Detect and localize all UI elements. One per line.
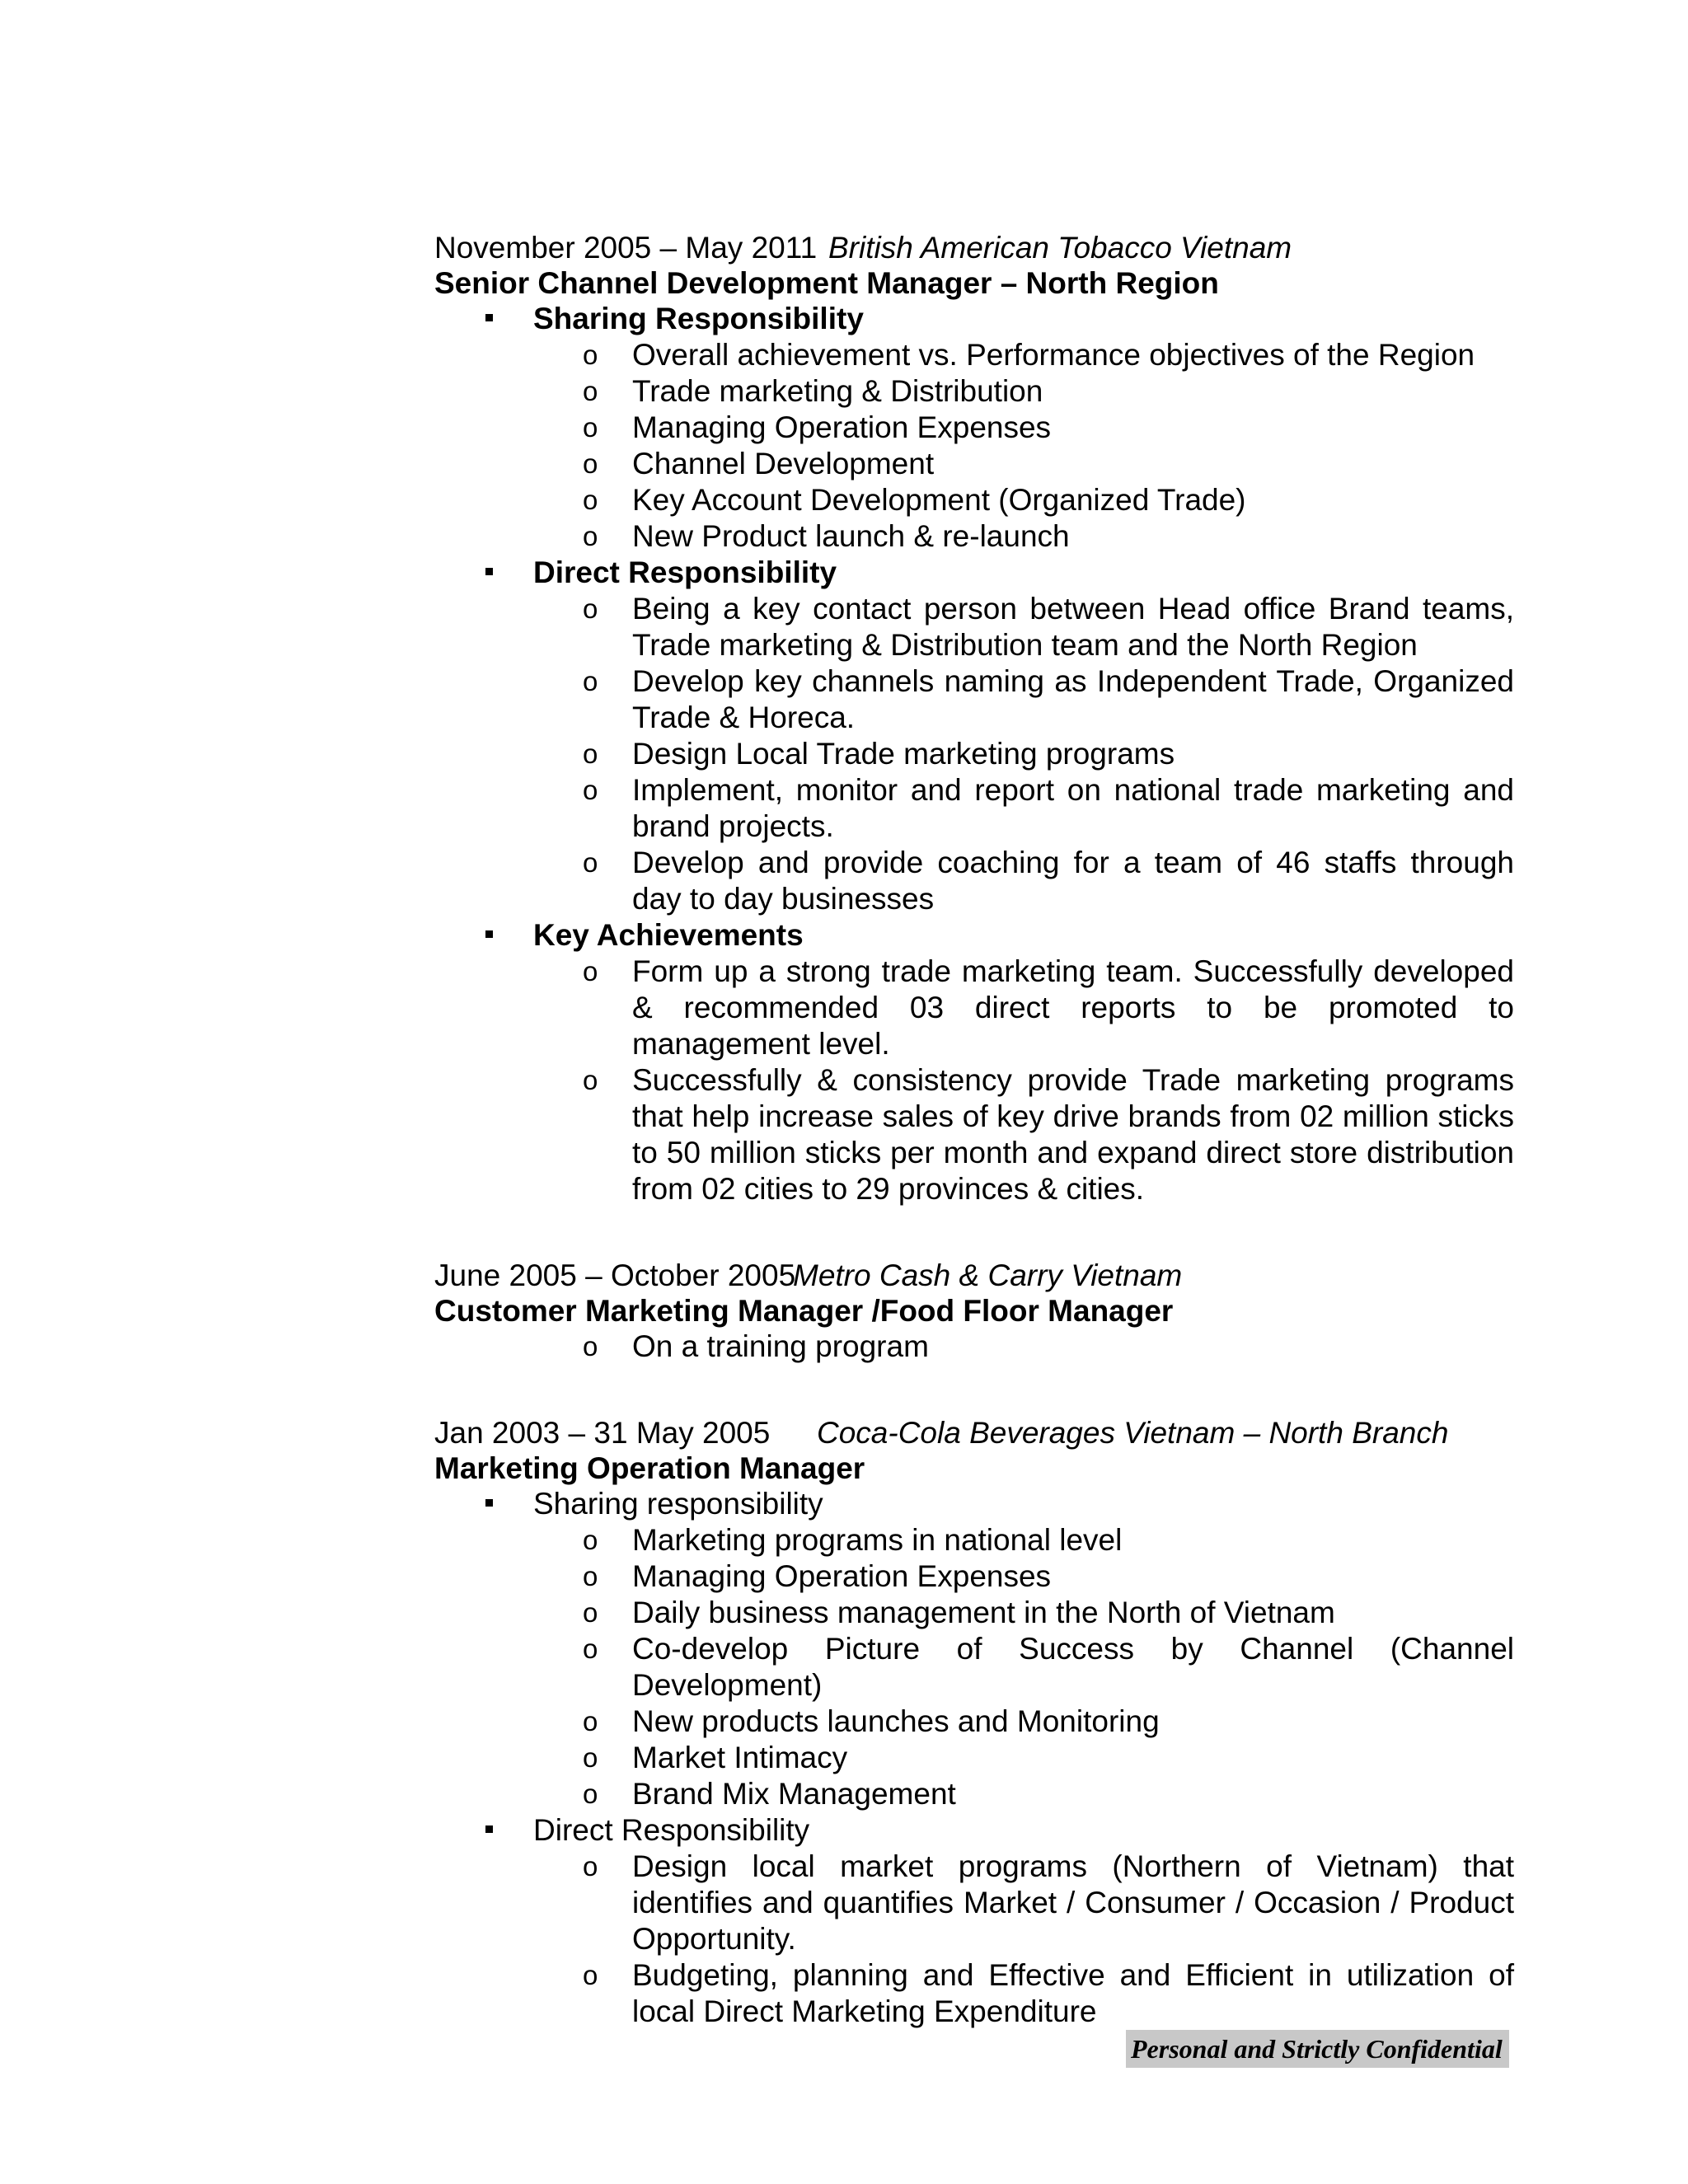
list-item	[533, 410, 1514, 446]
circle-bullet-icon: o	[583, 412, 598, 443]
circle-bullet-icon: o	[583, 376, 598, 406]
circle-bullet-icon: o	[583, 1331, 598, 1361]
list-item	[533, 446, 1514, 482]
bullet-list	[533, 1849, 1514, 2030]
job-company: Coca-Cola Beverages Vietnam – North Branch	[817, 1416, 1449, 1450]
list-item	[533, 1849, 1514, 1957]
job-header	[434, 231, 1514, 265]
square-bullet-icon	[485, 314, 493, 321]
list-item-text: Brand Mix Management	[632, 1777, 956, 1811]
list-item-text: Trade marketing & Distribution	[632, 374, 1043, 408]
confidential-footer: Personal and Strictly Confidential	[1126, 2030, 1509, 2068]
circle-bullet-icon: o	[583, 1561, 598, 1591]
list-item	[533, 954, 1514, 1062]
job-entry	[434, 1258, 1514, 1365]
job-title: Senior Channel Development Manager – North Region	[434, 266, 1219, 300]
job-period: June 2005 – October 2005	[434, 1258, 796, 1292]
list-item	[533, 518, 1514, 555]
responsibility-section	[434, 555, 1514, 917]
list-item	[533, 337, 1514, 373]
list-item-text: Co-develop Picture of Success by Channel (Channel Development)	[632, 1632, 1514, 1702]
list-item	[533, 1558, 1514, 1595]
list-item	[533, 591, 1514, 663]
circle-bullet-icon: o	[583, 1706, 598, 1736]
circle-bullet-icon: o	[583, 1633, 598, 1664]
job-period: Jan 2003 – 31 May 2005	[434, 1416, 771, 1450]
responsibility-section	[434, 1329, 1514, 1365]
section-list	[434, 1486, 1514, 2030]
bullet-list	[533, 337, 1514, 555]
circle-bullet-icon: o	[583, 1065, 598, 1095]
job-header	[434, 1258, 1514, 1293]
list-item	[533, 1595, 1514, 1631]
square-bullet-icon	[485, 930, 493, 938]
list-item-text: New products launches and Monitoring	[632, 1704, 1160, 1738]
responsibility-section	[434, 1812, 1514, 2030]
circle-bullet-icon: o	[583, 1742, 598, 1773]
bullet-list	[533, 591, 1514, 917]
section-heading: Direct Responsibility	[533, 1813, 810, 1847]
list-item-text: Daily business management in the North of Vietnam	[632, 1596, 1335, 1629]
list-item-text: Channel Development	[632, 447, 935, 480]
circle-bullet-icon: o	[583, 1851, 598, 1882]
section-heading: Sharing responsibility	[533, 1487, 823, 1521]
circle-bullet-icon: o	[583, 956, 598, 987]
list-item	[533, 1062, 1514, 1207]
list-item-text: Marketing programs in national level	[632, 1523, 1123, 1557]
job-entry	[434, 1416, 1514, 2030]
circle-bullet-icon: o	[583, 1960, 598, 1990]
list-item	[533, 1522, 1514, 1558]
job-company: British American Tobacco Vietnam	[828, 231, 1292, 265]
list-item	[533, 373, 1514, 410]
list-item	[533, 1776, 1514, 1812]
section-heading: Key Achievements	[533, 918, 804, 952]
list-item-text: Successfully & consistency provide Trade marketing programs that help increase sales of key drive brands from 02 million sticks to 50 million sticks per month and expand direct store distribution from 02 cities to 29 provinces & cities.	[632, 1063, 1514, 1206]
list-item-text: Managing Operation Expenses	[632, 1559, 1052, 1593]
square-bullet-icon	[485, 1499, 493, 1507]
job-title: Marketing Operation Manager	[434, 1451, 865, 1485]
list-item-text: Budgeting, planning and Effective and Efficient in utilization of local Direct Marketing Expenditure	[632, 1958, 1514, 2028]
list-item	[533, 1329, 1514, 1365]
list-item	[533, 482, 1514, 518]
circle-bullet-icon: o	[583, 593, 598, 624]
list-item	[533, 1704, 1514, 1740]
bullet-list	[533, 1329, 1514, 1365]
circle-bullet-icon: o	[583, 738, 598, 769]
responsibility-section	[434, 917, 1514, 1207]
responsibility-section	[434, 301, 1514, 555]
list-item-text: Develop and provide coaching for a team of 46 staffs through day to day businesses	[632, 846, 1514, 916]
job-header	[434, 1416, 1514, 1451]
section-heading: Sharing Responsibility	[533, 302, 864, 335]
circle-bullet-icon: o	[583, 775, 598, 805]
section-heading: Direct Responsibility	[533, 555, 837, 589]
bullet-list	[533, 1522, 1514, 1812]
list-item-text: Managing Operation Expenses	[632, 410, 1052, 444]
job-company: Metro Cash & Carry Vietnam	[793, 1258, 1183, 1292]
list-item	[533, 845, 1514, 917]
list-item	[533, 736, 1514, 772]
list-item	[533, 1740, 1514, 1776]
list-item	[533, 772, 1514, 845]
circle-bullet-icon: o	[583, 666, 598, 696]
section-list	[434, 301, 1514, 1207]
square-bullet-icon	[485, 1825, 493, 1833]
list-item-text: Overall achievement vs. Performance objectives of the Region	[632, 338, 1475, 372]
list-item-text: Implement, monitor and report on national trade marketing and brand projects.	[632, 773, 1514, 843]
circle-bullet-icon: o	[583, 448, 598, 479]
list-item	[533, 1631, 1514, 1704]
job-period: November 2005 – May 2011	[434, 231, 818, 265]
circle-bullet-icon: o	[583, 521, 598, 551]
list-item-text: Design Local Trade marketing programs	[632, 737, 1175, 771]
section-list	[434, 1329, 1514, 1365]
list-item-text: Form up a strong trade marketing team. Successfully developed & recommended 03 direct reports to be promoted to management level.	[632, 954, 1514, 1061]
list-item-text: Key Account Development (Organized Trade)	[632, 483, 1246, 517]
job-entry	[434, 231, 1514, 1207]
circle-bullet-icon: o	[583, 1779, 598, 1809]
experience-list	[434, 231, 1514, 2081]
list-item-text: On a training program	[632, 1329, 929, 1363]
circle-bullet-icon: o	[583, 485, 598, 515]
circle-bullet-icon: o	[583, 340, 598, 370]
square-bullet-icon	[485, 568, 493, 575]
circle-bullet-icon: o	[583, 1597, 598, 1628]
responsibility-section	[434, 1486, 1514, 1812]
list-item	[533, 1957, 1514, 2030]
list-item-text: Develop key channels naming as Independent Trade, Organized Trade & Horeca.	[632, 664, 1514, 734]
list-item-text: Market Intimacy	[632, 1741, 848, 1774]
list-item	[533, 663, 1514, 736]
list-item-text: New Product launch & re-launch	[632, 519, 1070, 553]
circle-bullet-icon: o	[583, 847, 598, 878]
bullet-list	[533, 954, 1514, 1207]
circle-bullet-icon: o	[583, 1525, 598, 1555]
job-title: Customer Marketing Manager /Food Floor Manager	[434, 1294, 1174, 1328]
list-item-text: Being a key contact person between Head office Brand teams, Trade marketing & Distribution team and the North Region	[632, 592, 1514, 662]
list-item-text: Design local market programs (Northern of Vietnam) that identifies and quantifies Market / Consumer / Occasion / Product Opportunity.	[632, 1849, 1514, 1956]
